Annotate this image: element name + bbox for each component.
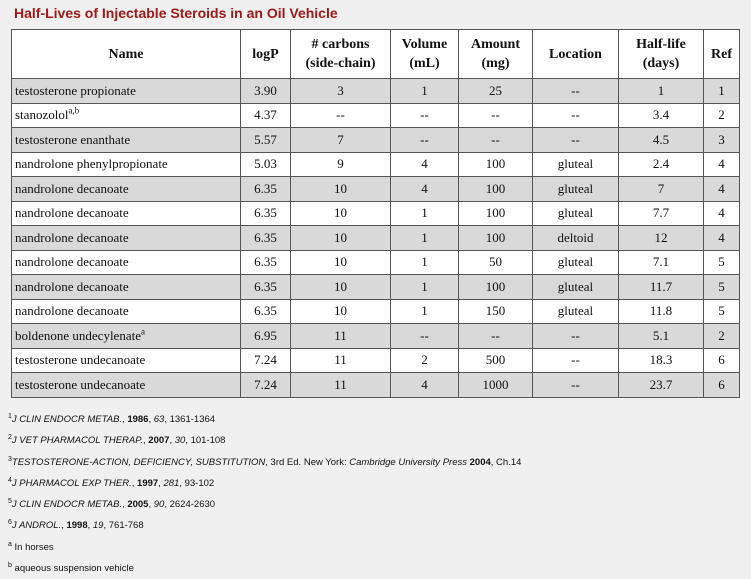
- cell-amount: [459, 128, 533, 153]
- compound-name: nandrolone decanoate: [15, 254, 129, 270]
- location-value: gluteal: [557, 156, 594, 172]
- cell-ref: [704, 79, 740, 104]
- cell-amount: [459, 373, 533, 398]
- cell-logp: [241, 299, 291, 324]
- cell-name: [12, 348, 241, 373]
- carbons-value: 10: [334, 254, 347, 270]
- table-row: [12, 275, 740, 300]
- cell-location: [533, 373, 619, 398]
- cell-halflife: [619, 324, 704, 349]
- footnote-2: $^2$J VET PHARMACOL THERAP., 2007, 30, 101-108: [8, 434, 226, 447]
- halflife-value: 5.1: [652, 327, 670, 343]
- table-row: [12, 201, 740, 226]
- amount-value: 50: [489, 254, 502, 270]
- footnote-text: In horses: [14, 541, 54, 553]
- cell-location: [533, 103, 619, 128]
- cell-ref: [704, 348, 740, 373]
- table-row: [12, 128, 740, 153]
- cell-volume: [391, 177, 459, 202]
- logp-value: 5.03: [254, 156, 277, 172]
- carbons-value: 11: [334, 352, 347, 368]
- carbons-value: 10: [334, 229, 347, 245]
- cell-volume: [391, 226, 459, 251]
- location-value: --: [571, 327, 580, 343]
- compound-name: testosterone enanthate: [15, 131, 131, 147]
- cell-halflife: [619, 201, 704, 226]
- cell-name: [12, 250, 241, 275]
- journal-volume: 63: [153, 414, 165, 425]
- cell-ref: [704, 177, 740, 202]
- table-row: [12, 79, 740, 104]
- carbons-value: 7: [337, 131, 344, 147]
- table-row: [12, 373, 740, 398]
- carbons-value: 11: [334, 327, 347, 343]
- footnote-mark: a: [8, 540, 12, 548]
- carbons-value: 9: [337, 156, 344, 172]
- journal-name: J PHARMACOL EXP THER.: [11, 477, 132, 489]
- cell-logp: [241, 103, 291, 128]
- footnote-marker: a: [140, 326, 145, 337]
- cell-amount: [459, 324, 533, 349]
- halflife-value: 11.8: [649, 303, 673, 319]
- cell-logp: [241, 79, 291, 104]
- cell-halflife: [619, 250, 704, 275]
- ref-value: 2: [718, 327, 725, 343]
- carbons-value: 10: [334, 278, 347, 294]
- cell-logp: [241, 226, 291, 251]
- cell-volume: [391, 299, 459, 324]
- cell-location: [533, 250, 619, 275]
- footnote-6: $^6$J ANDROL., 1998, 19, 761-768: [8, 519, 144, 532]
- amount-value: 100: [485, 278, 506, 294]
- amount-value: --: [491, 327, 500, 343]
- halflife-value: 11.7: [649, 278, 673, 294]
- cell-name: [12, 152, 241, 177]
- journal-year: 2005: [127, 499, 149, 511]
- amount-value: 1000: [482, 376, 509, 392]
- journal-name: J CLIN ENDOCR METAB.: [11, 414, 123, 425]
- table-row: [12, 299, 740, 324]
- cell-ref: [704, 250, 740, 275]
- cell-ref: [704, 299, 740, 324]
- journal-year: 1986: [127, 414, 149, 425]
- footnote-5: $^5$J CLIN ENDOCR METAB., 2005, 90, 2624-2630: [8, 498, 216, 511]
- carbons-value: 10: [334, 303, 347, 319]
- cell-amount: [459, 348, 533, 373]
- ref-value: 4: [718, 205, 725, 221]
- compound-name: testosterone undecanoate: [15, 376, 146, 392]
- journal-pages: 1361-1364: [169, 414, 216, 425]
- ref-value: 6: [718, 352, 725, 368]
- journal-year: 1997: [137, 477, 159, 489]
- journal-name: J CLIN ENDOCR METAB.: [11, 499, 123, 511]
- location-value: deltoid: [557, 229, 594, 245]
- footnote-mark: 4: [8, 476, 12, 484]
- ref-value: 4: [718, 229, 725, 245]
- table-row: [12, 103, 740, 128]
- table-row: [12, 250, 740, 275]
- logp-value: 7.24: [254, 376, 277, 392]
- footnote-b: [8, 558, 521, 579]
- compound-name: testosterone propionate: [15, 82, 136, 98]
- compound-name: testosterone undecanoate: [15, 352, 146, 368]
- compound-name: nandrolone decanoate: [15, 278, 129, 294]
- halflife-value: 3.4: [652, 107, 670, 123]
- carbons-value: 10: [334, 180, 347, 196]
- location-value: --: [571, 352, 580, 368]
- table-row: [12, 226, 740, 251]
- compound-name: nandrolone decanoate: [15, 180, 129, 196]
- cell-name: [12, 226, 241, 251]
- header-volume: Volume (mL): [391, 30, 459, 79]
- cell-logp: [241, 177, 291, 202]
- volume-value: 1: [421, 278, 428, 294]
- cell-name: [12, 373, 241, 398]
- header-location: Location: [533, 30, 619, 79]
- cell-carbons: [291, 177, 391, 202]
- location-value: --: [571, 107, 580, 123]
- halflife-value: 4.5: [652, 131, 670, 147]
- table-row: [12, 348, 740, 373]
- journal-year: 2007: [148, 435, 170, 447]
- cell-volume: [391, 324, 459, 349]
- header-logp: logP: [241, 30, 291, 79]
- table-row: [12, 152, 740, 177]
- volume-value: 4: [421, 156, 428, 172]
- volume-value: 1: [421, 303, 428, 319]
- footnote-mark: b: [8, 561, 12, 569]
- cell-carbons: [291, 275, 391, 300]
- footnote-mark: 5: [8, 498, 12, 506]
- cell-halflife: [619, 103, 704, 128]
- cell-location: [533, 152, 619, 177]
- footnote-mark: 1: [8, 412, 12, 420]
- cell-name: [12, 299, 241, 324]
- cell-location: [533, 79, 619, 104]
- journal-pages: 93-102: [184, 477, 215, 489]
- header-carbons: # carbons (side-chain): [291, 30, 391, 79]
- logp-value: 6.35: [254, 254, 277, 270]
- cell-name: [12, 324, 241, 349]
- logp-value: 7.24: [254, 352, 277, 368]
- logp-value: 6.35: [254, 278, 277, 294]
- cell-carbons: [291, 152, 391, 177]
- location-value: --: [571, 82, 580, 98]
- journal-volume: 30: [174, 435, 186, 447]
- journal-name: J ANDROL.: [11, 520, 62, 532]
- journal-pages: 101-108: [190, 435, 226, 447]
- amount-value: 100: [485, 205, 506, 221]
- compound-name: nandrolone decanoate: [15, 205, 129, 221]
- halflife-value: 1: [657, 82, 665, 98]
- amount-value: 100: [485, 180, 506, 196]
- cell-location: [533, 128, 619, 153]
- volume-value: 1: [421, 205, 428, 221]
- cell-volume: [391, 250, 459, 275]
- table-row: [12, 324, 740, 349]
- cell-logp: [241, 275, 291, 300]
- cell-volume: [391, 103, 459, 128]
- cell-amount: [459, 201, 533, 226]
- cell-amount: [459, 79, 533, 104]
- cell-volume: [391, 128, 459, 153]
- cell-amount: [459, 103, 533, 128]
- cell-carbons: [291, 299, 391, 324]
- cell-amount: [459, 226, 533, 251]
- cell-ref: [704, 128, 740, 153]
- cell-name: [12, 201, 241, 226]
- cell-ref: [704, 152, 740, 177]
- volume-value: 4: [421, 180, 428, 196]
- compound-name: stanozolol: [15, 107, 69, 123]
- cell-logp: [241, 324, 291, 349]
- table-row: [12, 177, 740, 202]
- logp-value: 6.95: [254, 327, 277, 343]
- carbons-value: --: [336, 107, 345, 123]
- logp-value: 5.57: [254, 131, 277, 147]
- volume-value: 2: [421, 352, 428, 368]
- logp-value: 4.37: [254, 107, 277, 123]
- cell-halflife: [619, 299, 704, 324]
- footnote-3: [8, 452, 521, 473]
- location-value: gluteal: [557, 205, 594, 221]
- logp-value: 6.35: [254, 229, 277, 245]
- cell-ref: [704, 373, 740, 398]
- logp-value: 3.90: [254, 82, 277, 98]
- footnote-mark: 6: [8, 519, 12, 527]
- cell-carbons: [291, 373, 391, 398]
- logp-value: 6.35: [254, 303, 277, 319]
- amount-value: --: [491, 107, 500, 123]
- compound-name: nandrolone decanoate: [15, 303, 129, 319]
- cell-amount: [459, 152, 533, 177]
- cell-carbons: [291, 201, 391, 226]
- cell-logp: [241, 373, 291, 398]
- cell-carbons: [291, 128, 391, 153]
- cell-location: [533, 201, 619, 226]
- logp-value: 6.35: [254, 205, 277, 221]
- table-header-row: [12, 30, 740, 79]
- ref-value: 5: [718, 278, 725, 294]
- halflife-value: 7.1: [652, 254, 670, 270]
- book-year: 2004: [469, 456, 491, 468]
- location-value: gluteal: [557, 278, 594, 294]
- halflife-value: 12: [654, 229, 668, 245]
- cell-halflife: [619, 373, 704, 398]
- location-value: gluteal: [557, 303, 594, 319]
- halflife-value: 7.7: [652, 205, 670, 221]
- volume-value: --: [420, 131, 429, 147]
- footnote-marker: a,b: [68, 105, 80, 116]
- cell-amount: [459, 299, 533, 324]
- cell-location: [533, 348, 619, 373]
- header-ref: Ref: [704, 30, 740, 79]
- ref-value: 5: [718, 254, 725, 270]
- compound-name: nandrolone decanoate: [15, 229, 129, 245]
- cell-halflife: [619, 348, 704, 373]
- journal-volume: 281: [163, 477, 180, 489]
- cell-carbons: [291, 250, 391, 275]
- volume-value: 4: [421, 376, 428, 392]
- cell-volume: [391, 152, 459, 177]
- cell-halflife: [619, 275, 704, 300]
- cell-location: [533, 275, 619, 300]
- cell-halflife: [619, 226, 704, 251]
- cell-carbons: [291, 348, 391, 373]
- footnote-mark: 3: [8, 455, 12, 463]
- book-chapter: , Ch.14: [490, 456, 522, 468]
- carbons-value: 10: [334, 205, 347, 221]
- journal-volume: 90: [153, 499, 165, 511]
- volume-value: 1: [421, 229, 428, 245]
- ref-value: 6: [718, 376, 725, 392]
- cell-ref: [704, 103, 740, 128]
- half-life-table: [11, 29, 740, 398]
- journal-name: J VET PHARMACOL THERAP.: [11, 435, 144, 447]
- cell-ref: [704, 324, 740, 349]
- cell-ref: [704, 201, 740, 226]
- cell-location: [533, 226, 619, 251]
- location-value: gluteal: [557, 254, 594, 270]
- location-value: gluteal: [557, 180, 594, 196]
- footnote-mark: 2: [8, 434, 12, 442]
- cell-name: [12, 128, 241, 153]
- cell-amount: [459, 275, 533, 300]
- ref-value: 5: [718, 303, 725, 319]
- amount-value: 100: [485, 229, 506, 245]
- cell-logp: [241, 128, 291, 153]
- journal-pages: 761-768: [108, 520, 144, 532]
- cell-logp: [241, 152, 291, 177]
- cell-logp: [241, 348, 291, 373]
- cell-logp: [241, 250, 291, 275]
- halflife-value: 7: [657, 180, 665, 196]
- amount-value: --: [491, 131, 500, 147]
- volume-value: 1: [421, 82, 428, 98]
- cell-halflife: [619, 79, 704, 104]
- cell-location: [533, 324, 619, 349]
- volume-value: 1: [421, 254, 428, 270]
- header-halflife: Half-life (days): [619, 30, 704, 79]
- cell-carbons: [291, 103, 391, 128]
- logp-value: 6.35: [254, 180, 277, 196]
- cell-carbons: [291, 79, 391, 104]
- amount-value: 150: [485, 303, 506, 319]
- volume-value: --: [420, 327, 429, 343]
- cell-location: [533, 299, 619, 324]
- ref-value: 2: [718, 107, 725, 123]
- cell-volume: [391, 373, 459, 398]
- header-name: Name: [12, 30, 241, 79]
- cell-halflife: [619, 128, 704, 153]
- location-value: --: [571, 376, 580, 392]
- location-value: --: [571, 131, 580, 147]
- cell-logp: [241, 201, 291, 226]
- cell-ref: [704, 275, 740, 300]
- amount-value: 500: [485, 352, 506, 368]
- header-amount: Amount (mg): [459, 30, 533, 79]
- cell-volume: [391, 348, 459, 373]
- amount-value: 100: [485, 156, 506, 172]
- cell-name: [12, 177, 241, 202]
- compound-name: nandrolone phenylpropionate: [15, 156, 168, 172]
- footnotes: [8, 409, 521, 579]
- footnote-1: $^1$J CLIN ENDOCR METAB., 1986, 63, 1361-1364: [8, 412, 216, 425]
- page-title: Half-Lives of Injectable Steroids in an Oil Vehicle: [14, 5, 338, 21]
- cell-halflife: [619, 177, 704, 202]
- volume-value: --: [420, 107, 429, 123]
- halflife-value: 18.3: [649, 352, 673, 368]
- cell-volume: [391, 275, 459, 300]
- footnote-4: $^4$J PHARMACOL EXP THER., 1997, 281, 93-102: [8, 476, 215, 489]
- compound-name: boldenone undecylenate: [15, 327, 141, 343]
- cell-amount: [459, 250, 533, 275]
- journal-volume: 19: [92, 520, 104, 532]
- footnote-a: [8, 537, 521, 558]
- ref-value: 1: [718, 82, 725, 98]
- book-publisher: Cambridge University Press: [349, 456, 467, 468]
- cell-halflife: [619, 152, 704, 177]
- journal-pages: 2624-2630: [169, 499, 216, 511]
- cell-location: [533, 177, 619, 202]
- cell-ref: [704, 226, 740, 251]
- cell-carbons: [291, 324, 391, 349]
- cell-amount: [459, 177, 533, 202]
- book-edition: , 3rd Ed. New York:: [265, 456, 350, 468]
- halflife-value: 23.7: [649, 376, 673, 392]
- cell-name: [12, 79, 241, 104]
- carbons-value: 11: [334, 376, 347, 392]
- cell-name: [12, 103, 241, 128]
- carbons-value: 3: [337, 82, 344, 98]
- footnote-text: aqueous suspension vehicle: [14, 563, 134, 575]
- book-title: TESTOSTERONE-ACTION, DEFICIENCY, SUBSTITUTION: [11, 456, 266, 468]
- ref-value: 4: [718, 156, 725, 172]
- ref-value: 4: [718, 180, 725, 196]
- amount-value: 25: [489, 82, 502, 98]
- journal-year: 1998: [66, 520, 88, 532]
- ref-value: 3: [718, 131, 725, 147]
- halflife-value: 2.4: [652, 156, 670, 172]
- cell-volume: [391, 201, 459, 226]
- cell-carbons: [291, 226, 391, 251]
- cell-name: [12, 275, 241, 300]
- cell-volume: [391, 79, 459, 104]
